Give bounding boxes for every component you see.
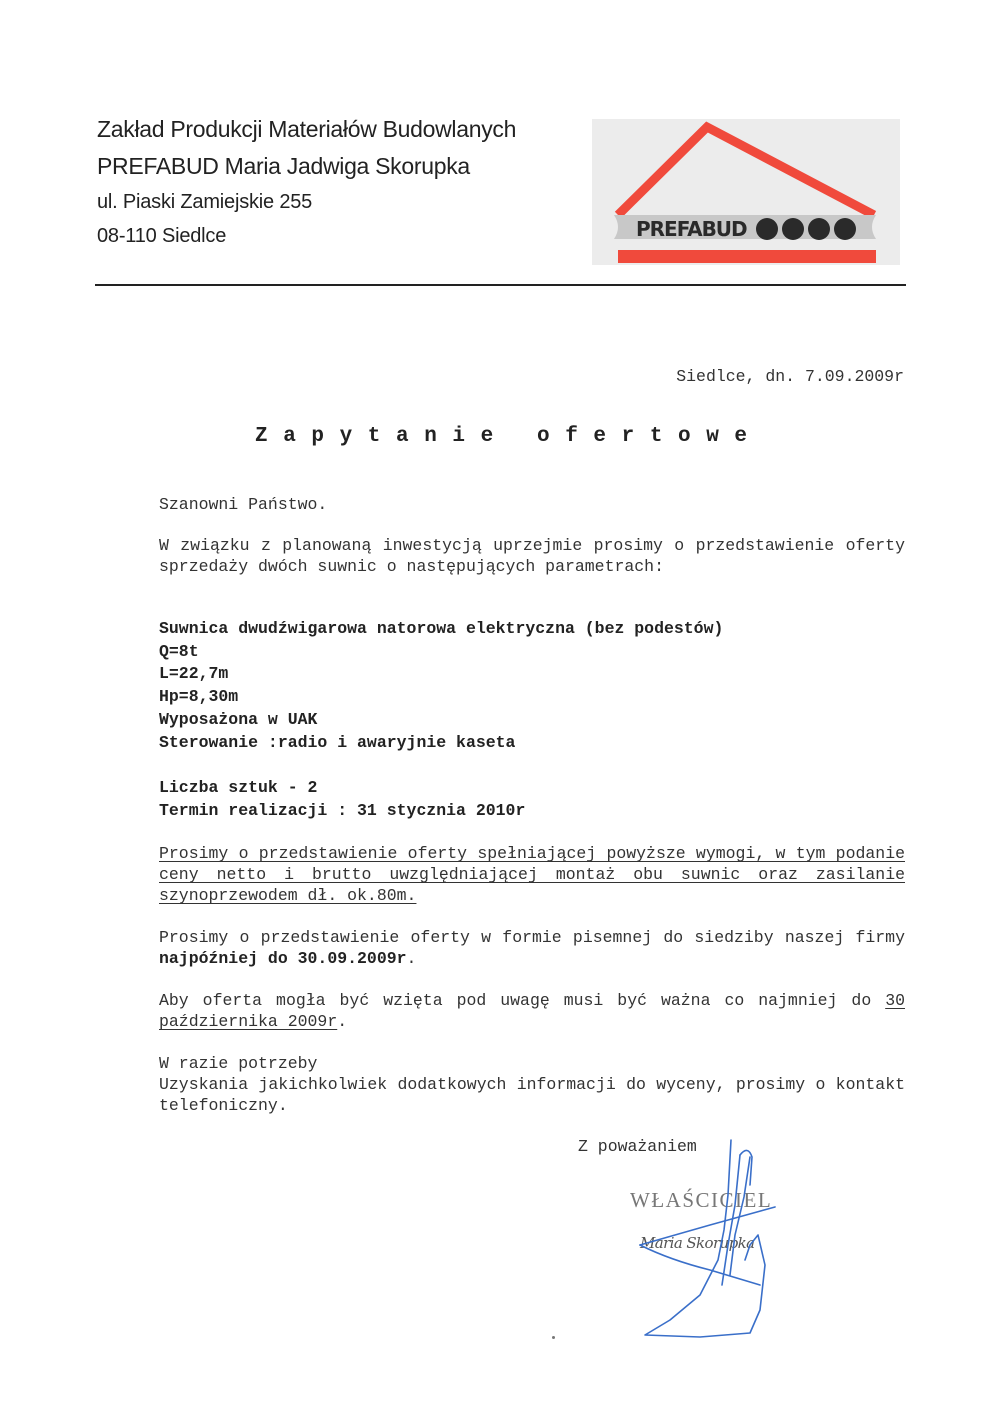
company-name: Zakład Produkcji Materiałów Budowlanych bbox=[97, 116, 517, 142]
prefabud-logo-graphic bbox=[592, 119, 900, 265]
logo-dot bbox=[782, 218, 804, 240]
validity-suffix: . bbox=[337, 1012, 348, 1031]
document-title: Zapytanie ofertowe bbox=[255, 425, 763, 448]
spec-line-control: Sterowanie :radio i awaryjnie kaseta bbox=[159, 732, 516, 752]
intro-paragraph: W związku z planowaną inwestycją uprzejmie prosimy o przedstawienie oferty sprzedaży dwóch suwnic o następujących parametrach: bbox=[159, 536, 905, 576]
logo-dot bbox=[808, 218, 830, 240]
quantity-line: Liczba sztuk - 2 bbox=[159, 778, 318, 797]
submission-text: Prosimy o przedstawienie oferty w formie pisemnej do siedziby naszej firmy bbox=[159, 928, 905, 947]
company-owner: PREFABUD Maria Jadwiga Skorupka bbox=[97, 153, 470, 179]
spec-line-equipment: Wyposażona w UAK bbox=[159, 709, 318, 729]
validity-paragraph bbox=[159, 990, 905, 1032]
submission-suffix: . bbox=[406, 949, 417, 968]
letterhead-divider bbox=[95, 284, 906, 286]
contact-line-2: Uzyskania jakichkolwiek dodatkowych informacji do wyceny, prosimy o kontakt telefoniczny. bbox=[159, 1075, 905, 1115]
spec-line-capacity: Q=8t bbox=[159, 641, 199, 661]
stamp-role: WŁAŚCICIEL bbox=[630, 1188, 773, 1212]
scan-speck bbox=[552, 1336, 555, 1339]
submission-paragraph bbox=[159, 927, 905, 969]
stamp-name: Maria Skorupka bbox=[640, 1234, 755, 1252]
request-paragraph: Prosimy o przedstawienie oferty spełniającej powyższe wymogi, w tym podanie ceny netto i brutto uwzględniającej montaż obu suwnic oraz zasilanie szynoprzewodem dł. ok.80m. bbox=[159, 844, 905, 905]
signature-graphic bbox=[600, 1135, 790, 1345]
salutation: Szanowni Państwo. bbox=[159, 495, 328, 514]
spec-line-crane-type: Suwnica dwudźwigarowa natorowa elektryczna (bez podestów) bbox=[159, 619, 724, 638]
logo-dot bbox=[834, 218, 856, 240]
validity-date: 30 października 2009r bbox=[159, 991, 905, 1031]
logo-base bbox=[618, 250, 876, 263]
logo-text: PREFABUD bbox=[636, 217, 747, 241]
prefabud-logo bbox=[592, 119, 900, 265]
closing: Z poważaniem bbox=[578, 1137, 697, 1156]
company-street: ul. Piaski Zamiejskie 255 bbox=[97, 191, 313, 213]
logo-dot bbox=[756, 218, 778, 240]
date-line: Siedlce, dn. 7.09.2009r bbox=[676, 367, 904, 386]
submission-deadline: najpóźniej do 30.09.2009r bbox=[159, 949, 407, 968]
company-city: 08-110 Siedlce bbox=[97, 225, 227, 247]
validity-text: Aby oferta mogła być wzięta pod uwagę musi być ważna co najmniej do bbox=[159, 991, 886, 1010]
spec-block bbox=[159, 618, 905, 754]
spec-line-lift-height: Hp=8,30m bbox=[159, 687, 239, 707]
spec-line-span: L=22,7m bbox=[159, 664, 229, 684]
signature-block bbox=[600, 1135, 790, 1345]
contact-line-1: W razie potrzeby bbox=[159, 1054, 318, 1073]
order-block bbox=[159, 777, 905, 822]
deadline-line: Termin realizacji : 31 stycznia 2010r bbox=[159, 800, 526, 820]
